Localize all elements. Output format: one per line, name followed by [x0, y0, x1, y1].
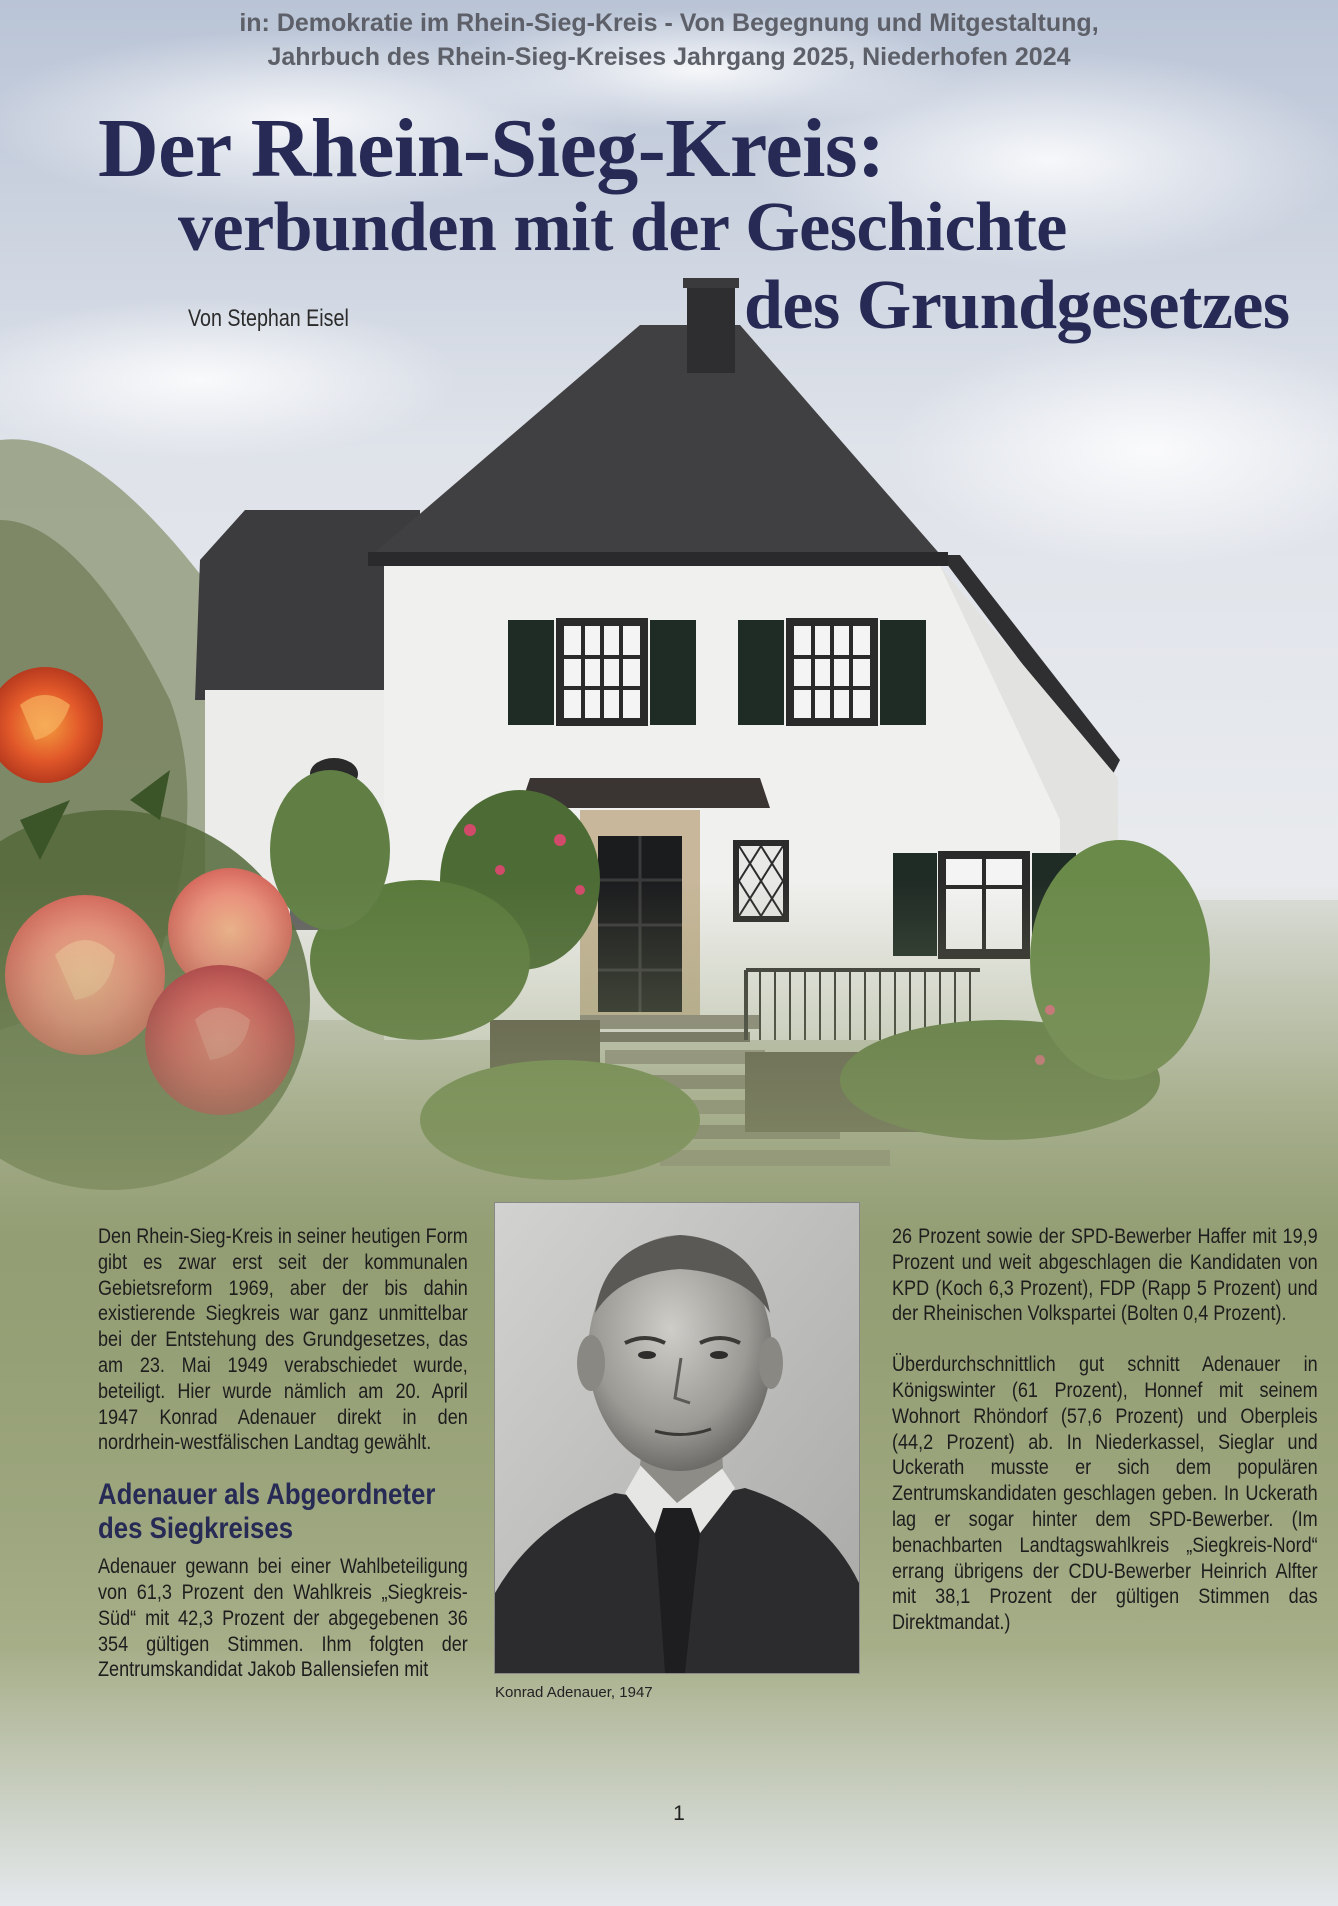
body-paragraph: Adenauer gewann bei einer Wahlbeteiligung von 61,3 Prozent den Wahlkreis „Siegkreis-Süd“ mit 42,3 Prozent der abgegebenen 36 354 gültigen Stimmen. Ihm folgten der Zentrumskandidat Jakob Ballensiefen mit [98, 1555, 468, 1682]
text-column-1 [98, 1224, 468, 1683]
page-number: 1 [673, 1802, 685, 1825]
text-column-2 [892, 1224, 1318, 1636]
section-subheading: Adenauer als Abgeordneter des Siegkreises [98, 1478, 436, 1546]
source-line-1: in: Demokratie im Rhein-Sieg-Kreis - Von Begegnung und Mitgestaltung, [239, 9, 1099, 37]
window [508, 618, 696, 726]
paragraph-districts: Überdurchschnittlich gut schnitt Adenauer in Königswinter (61 Prozent), Honnef mit seinem Wohnort Rhöndorf (57,6 Prozent) und Oberpleis (44,2 Prozent) ab. In Niederkassel, Sieglar und Uckerath musste er sich dem populären Zentrumskandidaten geschlagen geben. In Uckerath lag er sogar hinter dem SPD-Bewerber. (Im benachbarten Landtagswahlkreis „Siegkreis-Nord“ errang übrigens der CDU-Bewerber Heinrich Alfter mit 38,1 Prozent der gültigen Stimmen das Direktmandat.) [892, 1353, 1318, 1635]
article-title-line-2: verbunden mit der Geschichte [178, 189, 1067, 266]
photo-caption: Konrad Adenauer, 1947 [495, 1684, 653, 1701]
article-title-line-1: Der Rhein-Sieg-Kreis: [98, 102, 885, 195]
intro-paragraph: Den Rhein-Sieg-Kreis in seiner heutigen Form gibt es zwar erst seit der kommunalen Gebietsreform 1969, aber der bis dahin existierende Siegkreis war ganz unmittelbar bei der Entstehung des Grundgesetzes, das am 23. Mai 1949 verabschiedet wurde, beteiligt. Hier wurde nämlich am 20. April 1947 Konrad Adenauer direkt in den nordrhein-westfälischen Landtag gewählt. [98, 1225, 468, 1455]
portrait-photo [495, 1203, 859, 1673]
article-title-line-3: des Grundgesetzes [744, 267, 1290, 344]
paragraph-results: 26 Prozent sowie der SPD-Bewerber Haffer mit 19,9 Prozent und weit abgeschlagen die Kandidaten von KPD (Koch 6,3 Prozent), FDP (Rapp 5 Prozent) und der Rheinischen Volkspartei (Bolten 0,4 Prozent). [892, 1225, 1318, 1326]
source-line-2: Jahrbuch des Rhein-Sieg-Kreises Jahrgang 2025, Niederhofen 2024 [267, 43, 1071, 71]
portrait-illustration [495, 1203, 859, 1673]
source-citation [0, 6, 1338, 74]
author-byline: Von Stephan Eisel [188, 305, 349, 332]
